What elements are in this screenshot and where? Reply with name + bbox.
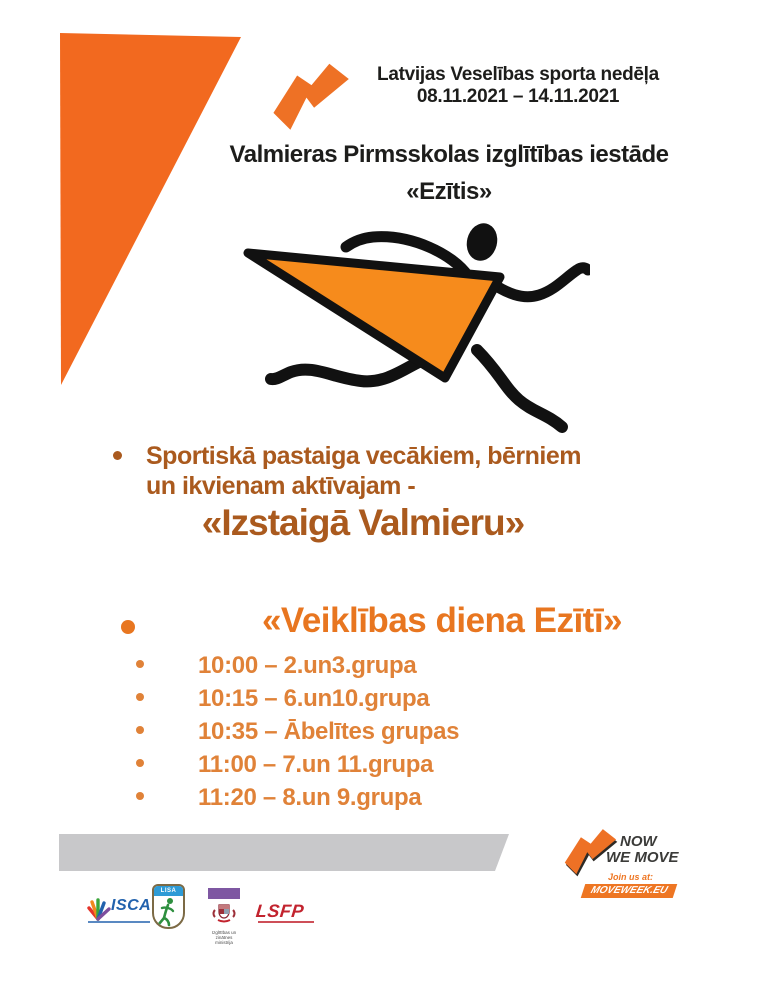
ministry-name-line1: Izglītības un zinātnes — [211, 930, 237, 940]
schedule-item — [198, 784, 459, 817]
lsfp-tagline-bar — [258, 921, 314, 923]
walk-line1: Sportiskā pastaiga vecākiem, bērniem — [146, 442, 581, 470]
isca-tagline-bar — [88, 921, 150, 923]
moveweek-url-badge: MOVEWEEK.EU — [581, 884, 678, 898]
schedule-item-text: 10:15 – 6.un10.grupa — [198, 685, 430, 712]
school-name: Valmieras Pirmsskolas izglītības iestāde — [229, 141, 669, 168]
lisa-runner-icon — [154, 896, 183, 927]
walk-activity-text — [146, 441, 666, 501]
lsfp-logo: LSFP — [255, 901, 306, 921]
schedule-bullet — [136, 660, 144, 668]
schedule-item-text: 10:35 – Ābelītes grupas — [198, 718, 460, 745]
isca-logo: ISCA — [111, 897, 152, 914]
schedule-list — [198, 652, 459, 817]
ministry-logo — [205, 888, 243, 945]
schedule-item — [198, 652, 459, 685]
lisa-logo — [152, 884, 185, 929]
schedule-item — [198, 751, 459, 784]
schedule-item-text: 11:20 – 8.un 9.grupa — [198, 784, 422, 811]
agility-bullet — [121, 620, 135, 634]
schedule-bullet — [136, 726, 144, 734]
schedule-bullet — [136, 792, 144, 800]
school-group-name: «Ezītis» — [406, 178, 492, 205]
join-us-text: Join us at: — [608, 872, 654, 882]
school-title — [104, 136, 768, 210]
schedule-bullet — [136, 693, 144, 701]
schedule-item-text: 11:00 – 7.un 11.grupa — [198, 751, 434, 778]
event-week-title — [346, 64, 690, 108]
schedule-bullet — [136, 759, 144, 767]
walk-activity-title: «Izstaigā Valmieru» — [201, 502, 525, 543]
ministry-purple-block — [208, 888, 240, 899]
nowwemove-brand-line2: WE MOVE — [606, 849, 679, 866]
schedule-item — [198, 685, 459, 718]
walk-line2: un ikvienam aktīvajam - — [146, 472, 416, 500]
event-week-dates: 08.11.2021 – 14.11.2021 — [416, 86, 620, 107]
lisa-logo-label: LISA — [154, 886, 183, 896]
latvia-coat-of-arms-icon — [212, 900, 236, 924]
isca-fan-icon — [86, 895, 112, 921]
schedule-item-text: 10:00 – 2.un3.grupa — [198, 652, 417, 679]
event-week-name: Latvijas Veselības sporta nedēļa — [377, 64, 659, 85]
walk-bullet — [113, 451, 122, 460]
agility-day-title: «Veiklības diena Ezītī» — [261, 601, 623, 640]
nowwemove-brand-line1: NOW — [620, 833, 657, 850]
schedule-item — [198, 718, 459, 751]
orienteering-runner-illustration — [215, 212, 590, 437]
moveweek-arrow-icon — [266, 62, 352, 134]
ministry-name — [205, 930, 243, 945]
ministry-name-line2: ministrija — [215, 940, 233, 945]
footer-gray-band — [59, 834, 509, 871]
